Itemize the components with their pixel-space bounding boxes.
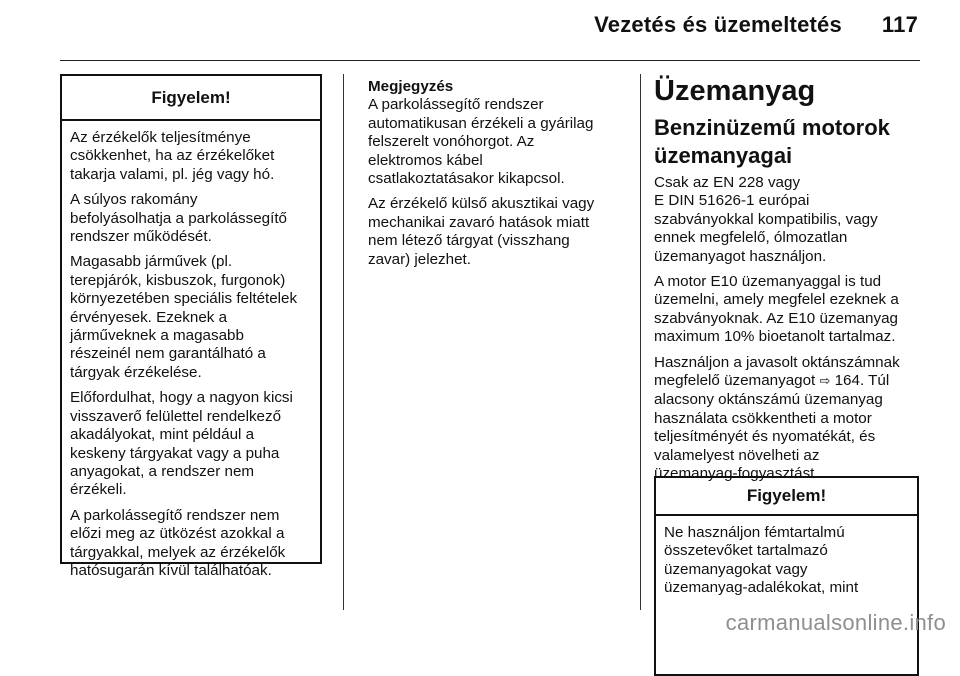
watermark: carmanualsonline.info	[725, 610, 946, 635]
section-subheading: Benzinüzemű motorok üzemanyagai	[654, 115, 890, 168]
warning-body	[656, 516, 917, 598]
header-title: Vezetés és üzemeltetés	[594, 12, 842, 37]
fuel-octane-paragraph	[654, 354, 924, 484]
note-title: Megjegyzés	[368, 78, 454, 95]
note-paragraph: A parkolássegítő rendszer automatikusan érzékeli a gyárilag felszerelt vonóhorgot. Az elektromos kábel csatlakoztatásakor kikapcsol.	[368, 96, 594, 188]
fuel-paragraph: Csak az EN 228 vagy E DIN 51626-1 európai szabványokkal kompatibilis, vagy ennek megfelelő, ólmozatlan üzemanyagot használjon.	[654, 174, 878, 265]
warning-box-sensors	[60, 74, 322, 579]
note-paragraph: Az érzékelő külső akusztikai vagy mechanikai zavaró hatások miatt nem létező tárgyat (visszhang zavar) jelezhet.	[368, 195, 595, 268]
page-header	[594, 12, 918, 38]
octane-text-after: . Túl alacsony oktánszámú üzemanyag használata csökkentheti a motor teljesítményét és nyomatékát, és valamelyest növelheti az üzemanyag-fogyasztást.	[654, 372, 890, 483]
warning-paragraph: Magasabb járművek (pl. terepjárók, kisbuszok, furgonok) környezetében speciális feltételek érvényesek. Ezeknek a járműveknek a magasabb részeinél nem garantálható a tárgyak érzékelése.	[70, 253, 298, 381]
warning-box-fuel	[654, 476, 919, 676]
header-rule	[60, 60, 920, 61]
warning-paragraph: Előfordulhat, hogy a nagyon kicsi visszaverő felülettel rendelkező akadályokat, mint például a keskeny tárgyakat vagy a puha anyagokat, a rendszer nem érzékeli.	[70, 389, 293, 499]
section-heading: Üzemanyag	[654, 75, 816, 107]
fuel-paragraph: A motor E10 üzemanyaggal is tud üzemelni, amely megfelel ezeknek a szabványoknak. Az E10 üzemanyag maximum 10% bioetanolt tartalmaz.	[654, 273, 899, 346]
warning-title: Figyelem!	[656, 478, 917, 516]
page-reference-link[interactable]: 164	[830, 372, 860, 390]
warning-paragraph: A súlyos rakomány befolyásolhatja a parkolássegítő rendszer működését.	[70, 191, 287, 246]
page-number: 117	[881, 12, 918, 37]
warning-paragraph: Ne használjon fémtartalmú összetevőket tartalmazó üzemanyagokat vagy üzemanyag-adalékokat, mint	[664, 524, 859, 597]
column-divider	[343, 74, 344, 610]
fuel-section	[654, 74, 924, 491]
octane-text-before: Használjon a javasolt oktánszámnak megfelelő üzemanyagot	[654, 353, 900, 390]
warning-paragraph: A parkolássegítő rendszer nem előzi meg az ütközést azokkal a tárgyakkal, melyek az érzékelők hatósugarán kívül találhatóak.	[70, 506, 286, 579]
page-reference-arrow-icon: ⇨	[819, 374, 831, 390]
warning-body	[62, 121, 320, 580]
note-section	[368, 78, 630, 276]
warning-title: Figyelem!	[62, 76, 320, 121]
warning-paragraph: Az érzékelők teljesítménye csökkenhet, ha az érzékelőket takarja valami, pl. jég vagy hó.	[70, 129, 275, 183]
column-divider	[640, 74, 641, 610]
